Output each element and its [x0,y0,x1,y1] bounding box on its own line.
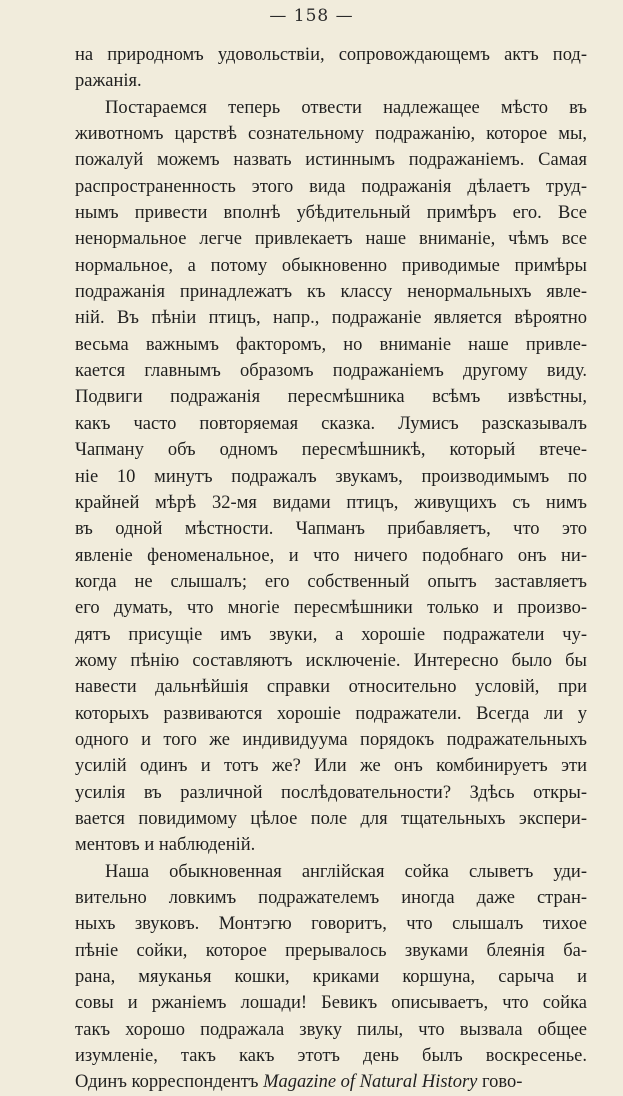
text-line: которыхъ развиваются хорошіе подражатели. Всегда ли у [75,703,587,724]
text-line: пожалуй можемъ назвать истиннымъ подражаніемъ. Самая [75,150,587,171]
text-line: ныхъ звуковъ. Монтэгю говоритъ, что слышалъ тихое [75,914,587,935]
text-line: усилій одинъ и тотъ же? Или же онъ комбинируетъ эти [75,756,587,777]
text-line: такъ хорошо подражала звуку пилы, что вызвала общее [75,1019,587,1040]
body-text [75,42,587,1096]
page-number: — 158 — [269,6,354,26]
text-line: распространенность этого вида подражанія дѣлаетъ труд- [75,176,587,197]
text-line: въ одной мѣстности. Чапманъ прибавляетъ, что это [75,519,587,540]
text-line: жому пѣнію составляютъ исключеніе. Интересно было бы [75,650,587,671]
text-line: на природномъ удовольствіи, сопровождающемъ актъ под- [75,45,587,65]
text-line: явленіе феноменальное, и что ничего подобнаго онъ ни- [75,545,587,566]
text-line: одного и того же индивидуума порядокъ подражательныхъ [75,729,587,750]
text-line: крайней мѣрѣ 32-мя видами птицъ, живущихъ съ нимъ [75,492,587,513]
text-line: ментовъ и наблюденій. [75,835,256,856]
text-line: Подвиги подражанія пересмѣшника всѣмъ извѣстны, [75,387,587,408]
final-line-after: гово- [477,1072,523,1093]
text-line: совы и ржаніемъ лошади! Бевикъ описываетъ, что сойка [75,993,587,1014]
text-line: кается главнымъ образомъ подражаніемъ другому виду. [75,361,587,382]
final-line-before: Одинъ корреспондентъ [75,1072,264,1093]
text-line: подражанія принадлежатъ къ классу ненормальныхъ явле- [75,282,587,303]
text-line: вительно ловкимъ подражателемъ иногда даже стран- [75,888,587,908]
text-line: ражанія. [75,71,142,92]
text-line: нормальное, а потому обыкновенно приводимые примѣры [75,255,587,276]
text-line: ній. Въ пѣніи птицъ, напр., подражаніе является вѣроятно [75,308,587,329]
text-line: его думать, что многіе пересмѣшники только и произво- [75,598,587,619]
text-line: ніе 10 минутъ подражалъ звукамъ, производимымъ по [75,466,587,487]
text-line-final [75,1069,587,1095]
magazine-title: Magazine of Natural History [263,1072,478,1093]
text-line: дятъ присущіе имъ звуки, а хорошіе подражатели чу- [75,624,587,645]
text-line: какъ часто повторяемая сказка. Лумисъ разсказывалъ [75,413,587,434]
text-line: когда не слышалъ; его собственный опытъ заставляетъ [75,571,587,592]
paragraphs [75,42,587,1069]
text-line: Наша обыкновенная англійская сойка слыветъ уди- [105,861,587,882]
text-line: усилія въ различной послѣдовательности? Здѣсь откры- [75,782,587,803]
text-line: Постараемся теперь отвести надлежащее мѣсто въ [105,97,587,118]
text-line: рана, мяуканья кошки, криками коршуна, сарыча и [75,967,587,988]
text-line: весьма важнымъ факторомъ, но вниманіе наше привле- [75,334,587,355]
text-line: нымъ привести вполнѣ убѣдительный примѣръ его. Все [75,203,587,224]
text-line: навести дальнѣйшія справки относительно условій, при [75,677,587,698]
text-line: пѣніе сойки, которое прерывалось звуками блеянія ба- [75,940,587,961]
text-line: ненормальное легче привлекаетъ наше вниманіе, чѣмъ все [75,229,587,250]
text-line: животномъ царствѣ сознательному подражанію, которое мы, [75,124,587,145]
text-line: изумленіе, такъ какъ этотъ день былъ воскресенье. [75,1046,587,1067]
text-line: Чапману объ одномъ пересмѣшникѣ, который втече- [75,440,587,461]
text-line: вается повидимому цѣлое поле для тщательныхъ экспери- [75,808,587,829]
